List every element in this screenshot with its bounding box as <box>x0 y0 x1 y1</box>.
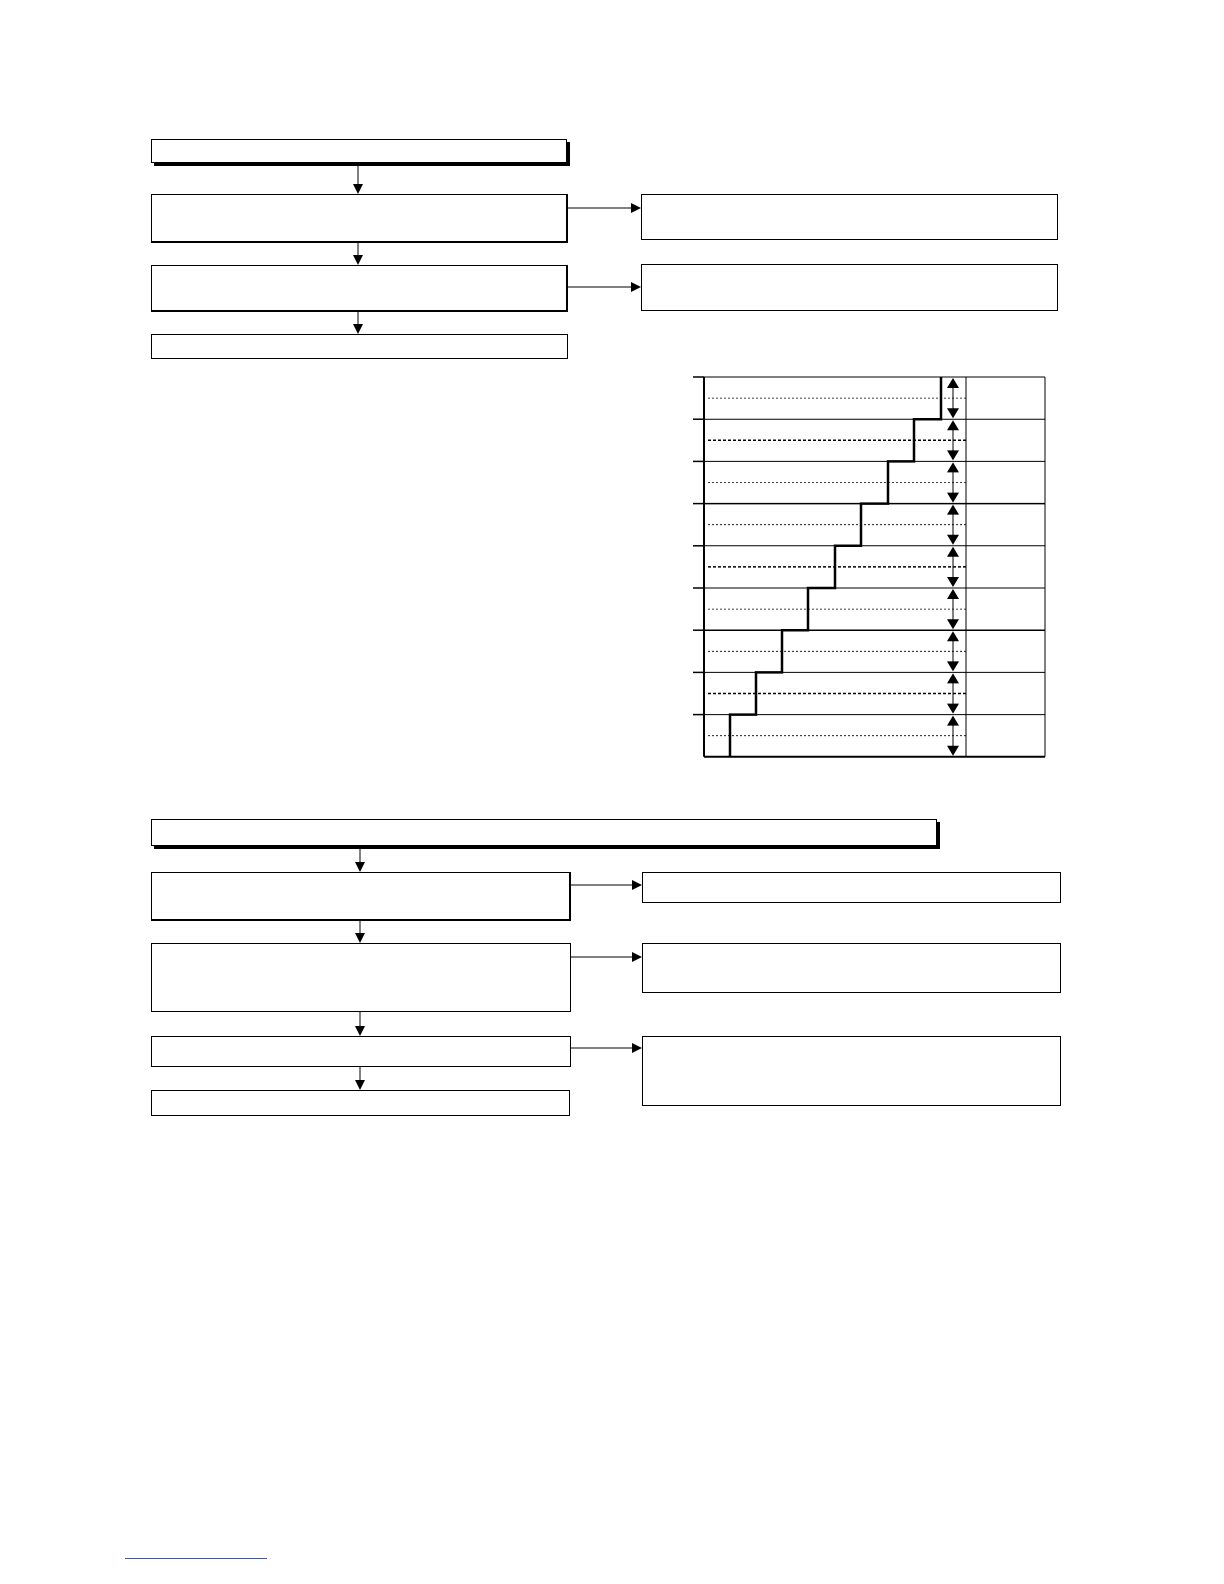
bottom-step-2-box <box>151 943 571 1012</box>
step-chart <box>693 377 1045 757</box>
top-header-box <box>151 139 567 163</box>
row-arrow-down-9 <box>947 746 959 756</box>
footer-rule <box>125 1558 267 1559</box>
row-arrow-up-4 <box>947 505 959 515</box>
top-step-3-box <box>151 334 568 359</box>
row-arrow-down-6 <box>947 619 959 629</box>
row-arrow-down-3 <box>947 493 959 503</box>
row-arrow-up-1 <box>947 378 959 388</box>
row-arrow-up-5 <box>947 547 959 557</box>
row-arrow-up-7 <box>947 631 959 641</box>
bottom-note-3-box <box>642 1036 1061 1106</box>
row-arrow-down-1 <box>947 408 959 418</box>
top-step-2-box <box>151 265 568 312</box>
bottom-header-box <box>151 819 937 846</box>
top-step-1-box <box>151 194 568 243</box>
bottom-step-4-box <box>151 1090 570 1116</box>
bottom-step-1-box <box>151 872 571 921</box>
row-arrow-down-2 <box>947 450 959 460</box>
top-note-2-box <box>641 264 1058 311</box>
row-arrow-down-7 <box>947 661 959 671</box>
row-arrow-up-3 <box>947 462 959 472</box>
row-arrow-up-8 <box>947 673 959 683</box>
top-note-1-box <box>641 194 1058 240</box>
row-arrow-down-5 <box>947 577 959 587</box>
row-arrow-up-9 <box>947 716 959 726</box>
bottom-note-2-box <box>642 943 1061 993</box>
row-arrow-down-8 <box>947 704 959 714</box>
row-arrow-down-4 <box>947 535 959 545</box>
bottom-note-1-box <box>642 872 1061 903</box>
bottom-step-3-box <box>151 1036 571 1067</box>
row-arrow-up-6 <box>947 589 959 599</box>
row-arrow-up-2 <box>947 420 959 430</box>
